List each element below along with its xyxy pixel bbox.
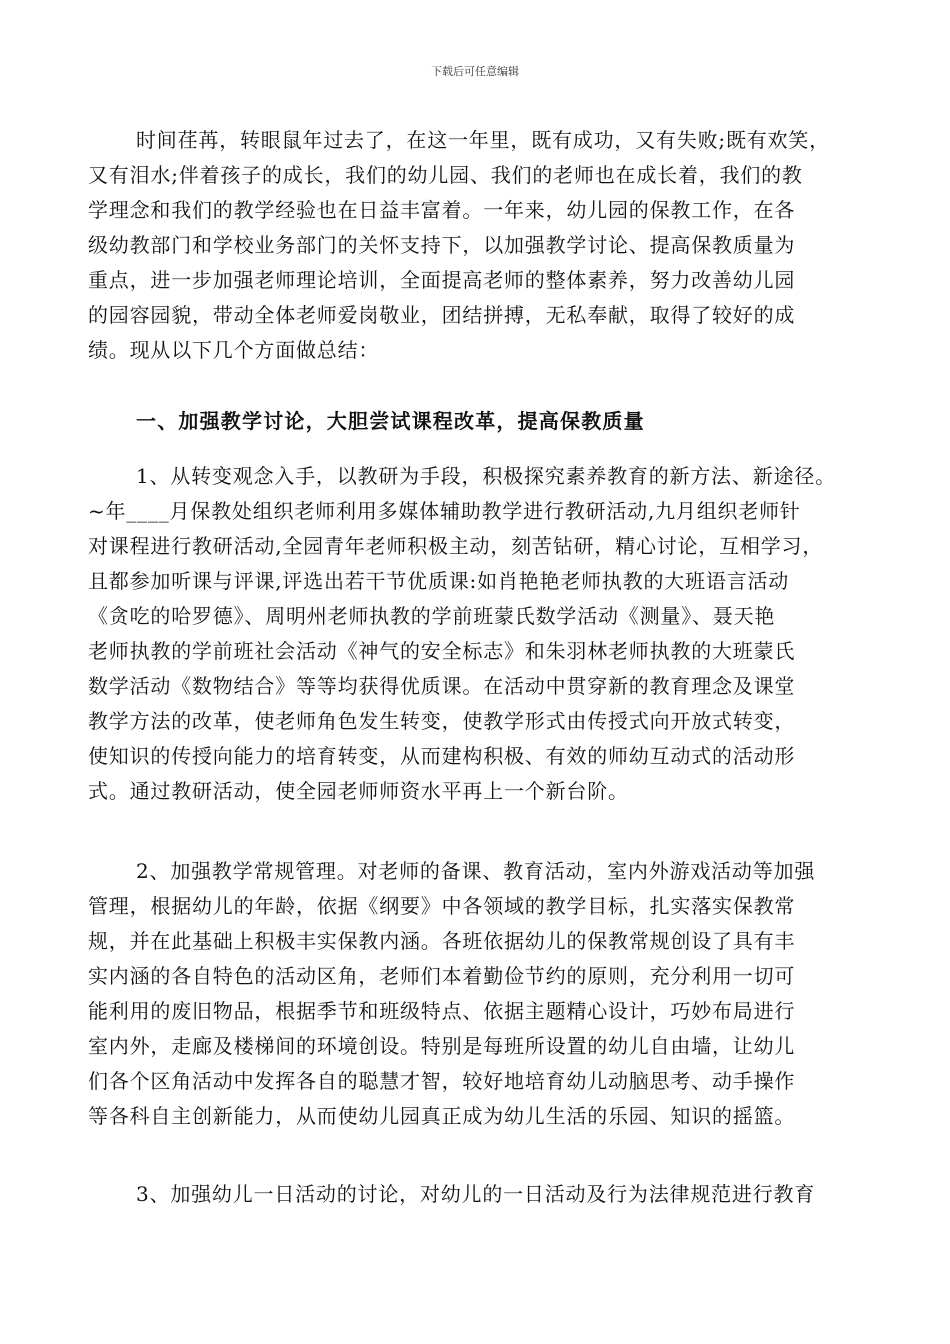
text-line: 教学方法的改革，使老师角色发生转变，使教学形式由传授式向开放式转变，: [88, 709, 796, 733]
text-line: 等各科自主创新能力，从而使幼儿园真正成为幼儿生活的乐园、知识的摇篮。: [88, 1104, 796, 1128]
page-header: 下载后可任意编辑: [431, 65, 519, 78]
section-heading: 一、加强教学讨论，大胆尝试课程改革，提高保教质量: [136, 409, 645, 433]
text-line: 《贪吃的哈罗德》、周明州老师执教的学前班蒙氏数学活动《测量》、聂天艳: [88, 604, 776, 628]
text-line: 2、加强教学常规管理。对老师的备课、教育活动，室内外游戏活动等加强: [136, 859, 816, 883]
text-line: ~年____月保教处组织老师利用多媒体辅助教学进行教研活动,九月组织老师针: [88, 499, 801, 523]
text-line: 且都参加听课与评课,评选出若干节优质课:如肖艳艳老师执教的大班语言活动: [88, 569, 790, 593]
text-line: 管理，根据幼儿的年龄，依据《纲要》中各领域的教学目标，扎实落实保教常: [88, 894, 796, 918]
text-line: 数学活动《数物结合》等等均获得优质课。在活动中贯穿新的教育理念及课堂: [88, 674, 796, 698]
text-line: 3、加强幼儿一日活动的讨论，对幼儿的一日活动及行为法律规范进行教育: [136, 1182, 816, 1206]
text-line: 对课程进行教研活动,全园青年老师积极主动，刻苦钻研，精心讨论，互相学习，: [88, 534, 824, 558]
text-line: 实内涵的各自特色的活动区角，老师们本着勤俭节约的原则，充分利用一切可: [88, 964, 796, 988]
text-line: 使知识的传授向能力的培育转变，从而建构积极、有效的师幼互动式的活动形: [88, 744, 796, 768]
text-line: 们各个区角活动中发挥各自的聪慧才智，较好地培育幼儿动脑思考、动手操作: [88, 1069, 796, 1093]
text-line: 能利用的废旧物品，根据季节和班级特点、依据主题精心设计，巧妙布局进行: [88, 999, 796, 1023]
text-line: 老师执教的学前班社会活动《神气的安全标志》和朱羽林老师执教的大班蒙氏: [88, 639, 796, 663]
text-line: 重点，进一步加强老师理论培训，全面提高老师的整体素养，努力改善幼儿园: [88, 268, 796, 292]
text-line: 时间荏苒，转眼鼠年过去了，在这一年里，既有成功，又有失败;既有欢笑，: [136, 128, 830, 152]
text-line: 规，并在此基础上积极丰实保教内涵。各班依据幼儿的保教常规创设了具有丰: [88, 929, 796, 953]
text-line: 绩。现从以下几个方面做总结：: [88, 338, 380, 362]
text-line: 又有泪水;伴着孩子的成长，我们的幼儿园、我们的老师也在成长着，我们的教: [88, 163, 803, 187]
text-line: 的园容园貌，带动全体老师爱岗敬业，团结拼搏，无私奉献，取得了较好的成: [88, 303, 796, 327]
text-line: 1、从转变观念入手，以教研为手段，积极探究素养教育的新方法、新途径。: [136, 464, 836, 488]
text-line: 式。通过教研活动，使全园老师师资水平再上一个新台阶。: [88, 779, 629, 803]
text-line: 级幼教部门和学校业务部门的关怀支持下，以加强教学讨论、提高保教质量为: [88, 233, 796, 257]
text-line: 室内外，走廊及楼梯间的环境创设。特别是每班所设置的幼儿自由墙，让幼儿: [88, 1034, 796, 1058]
text-line: 学理念和我们的教学经验也在日益丰富着。一年来，幼儿园的保教工作，在各: [88, 198, 796, 222]
